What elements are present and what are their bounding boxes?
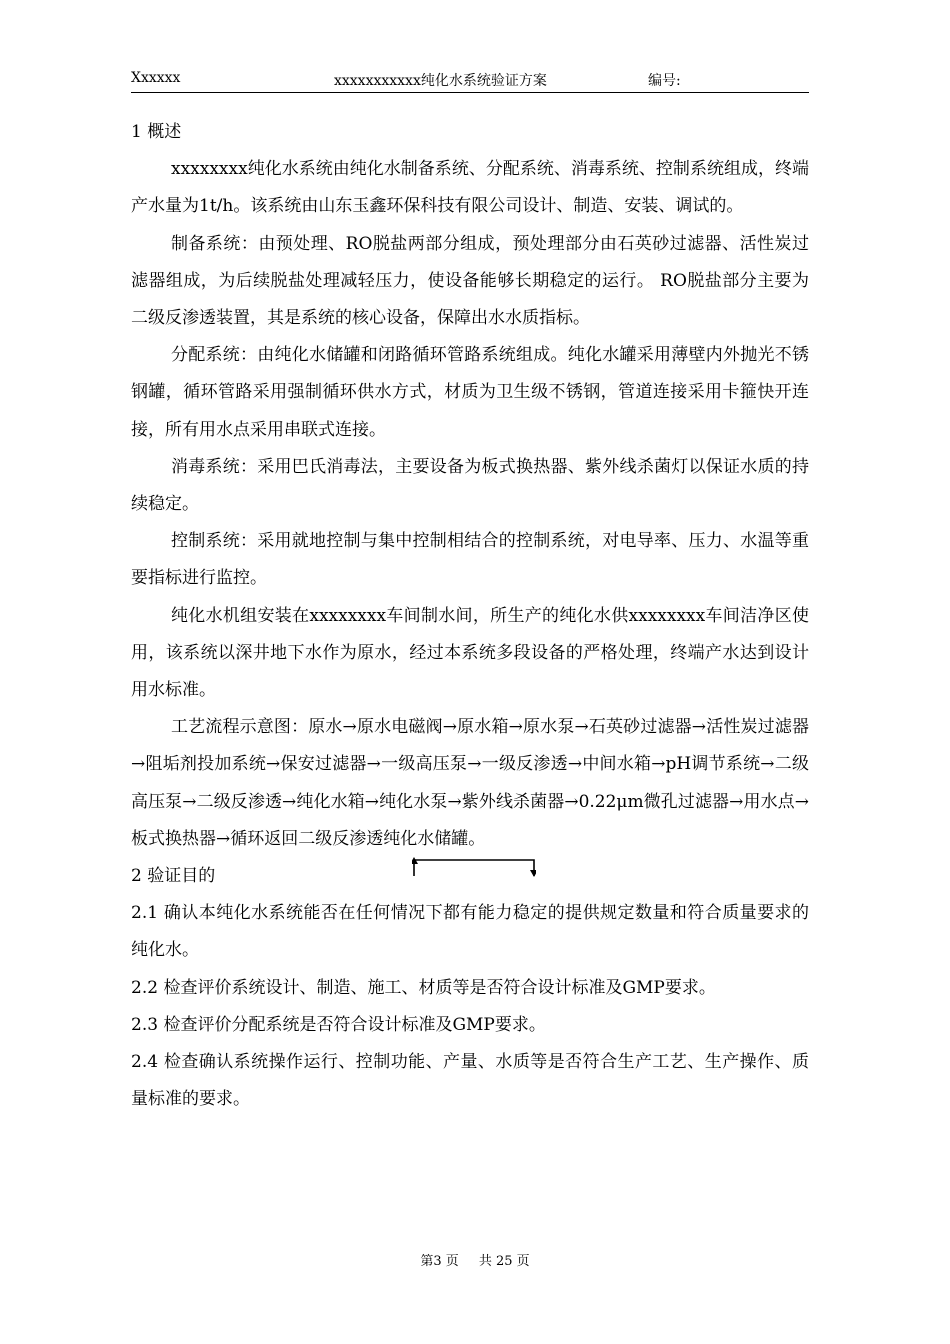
page-number: 第3 页 — [420, 1254, 459, 1269]
page-header — [131, 68, 809, 93]
purpose-item-2-1: 2.1 确认本纯化水系统能否在任何情况下都有能力稳定的提供规定数量和符合质量要求的纯化水。 — [131, 903, 809, 961]
overview-paragraph: xxxxxxxx纯化水系统由纯化水制备系统、分配系统、消毒系统、控制系统组成，终端产水量为1t/h。该系统由山东玉鑫环保科技有限公司设计、制造、安装、调试的。 — [131, 159, 809, 217]
page-footer — [0, 1250, 950, 1269]
process-flow-paragraph: 工艺流程示意图：原水→原水电磁阀→原水箱→原水泵→石英砂过滤器→活性炭过滤器→阻垢剂投加系统→保安过滤器→一级高压泵→一级反渗透→中间水箱→pH调节系统→二级高压泵→二级反渗透→纯化水箱→纯化水泵→紫外线杀菌器→0.22μm微孔过滤器→用水点→板式换热器→循环返回二级反渗透纯化水储罐。 — [131, 717, 809, 849]
purpose-item-2-3: 2.3 检查评价分配系统是否符合设计标准及GMP要求。 — [131, 1014, 546, 1035]
preparation-system-paragraph: 制备系统：由预处理、RO脱盐两部分组成，预处理部分由石英砂过滤器、活性炭过滤器组成，为后续脱盐处理减轻压力，使设备能够长期稳定的运行。 RO脱盐部分主要为二级反渗透装置，其是系统的核心设备，保障出水水质指标。 — [131, 233, 809, 329]
disinfection-system-paragraph: 消毒系统：采用巴氏消毒法，主要设备为板式换热器、紫外线杀菌灯以保证水质的持续稳定。 — [131, 456, 809, 515]
distribution-system-paragraph: 分配系统：由纯化水储罐和闭路循环管路系统组成。纯化水罐采用薄壁内外抛光不锈钢罐，循环管路采用强制循环供水方式，材质为卫生级不锈钢，管道连接采用卡箍快开连接，所有用水点采用串联式连接。 — [131, 345, 809, 440]
purpose-item-2-4: 2.4 检查确认系统操作运行、控制功能、产量、水质等是否符合生产工艺、生产操作、质量标准的要求。 — [131, 1052, 809, 1110]
header-number-label: 编号: — [648, 73, 681, 89]
purpose-item-2-2: 2.2 检查评价系统设计、制造、施工、材质等是否符合设计标准及GMP要求。 — [131, 977, 716, 998]
section-2-title: 2 验证目的 — [131, 866, 216, 887]
header-company: Xxxxxx — [131, 70, 181, 86]
header-title: xxxxxxxxxxx纯化水系统验证方案 — [334, 73, 547, 89]
page-total: 共 25 页 — [478, 1254, 530, 1269]
control-system-paragraph: 控制系统：采用就地控制与集中控制相结合的控制系统，对电导率、压力、水温等重要指标进行监控。 — [131, 531, 809, 589]
document-body — [131, 114, 809, 1118]
installation-paragraph: 纯化水机组安装在xxxxxxxx车间制水间，所生产的纯化水供xxxxxxxx车间洁净区使用，该系统以深井地下水作为原水，经过本系统多段设备的严格处理，终端产水达到设计用水标准。 — [131, 605, 809, 701]
section-1-title: 1 概述 — [131, 122, 182, 142]
